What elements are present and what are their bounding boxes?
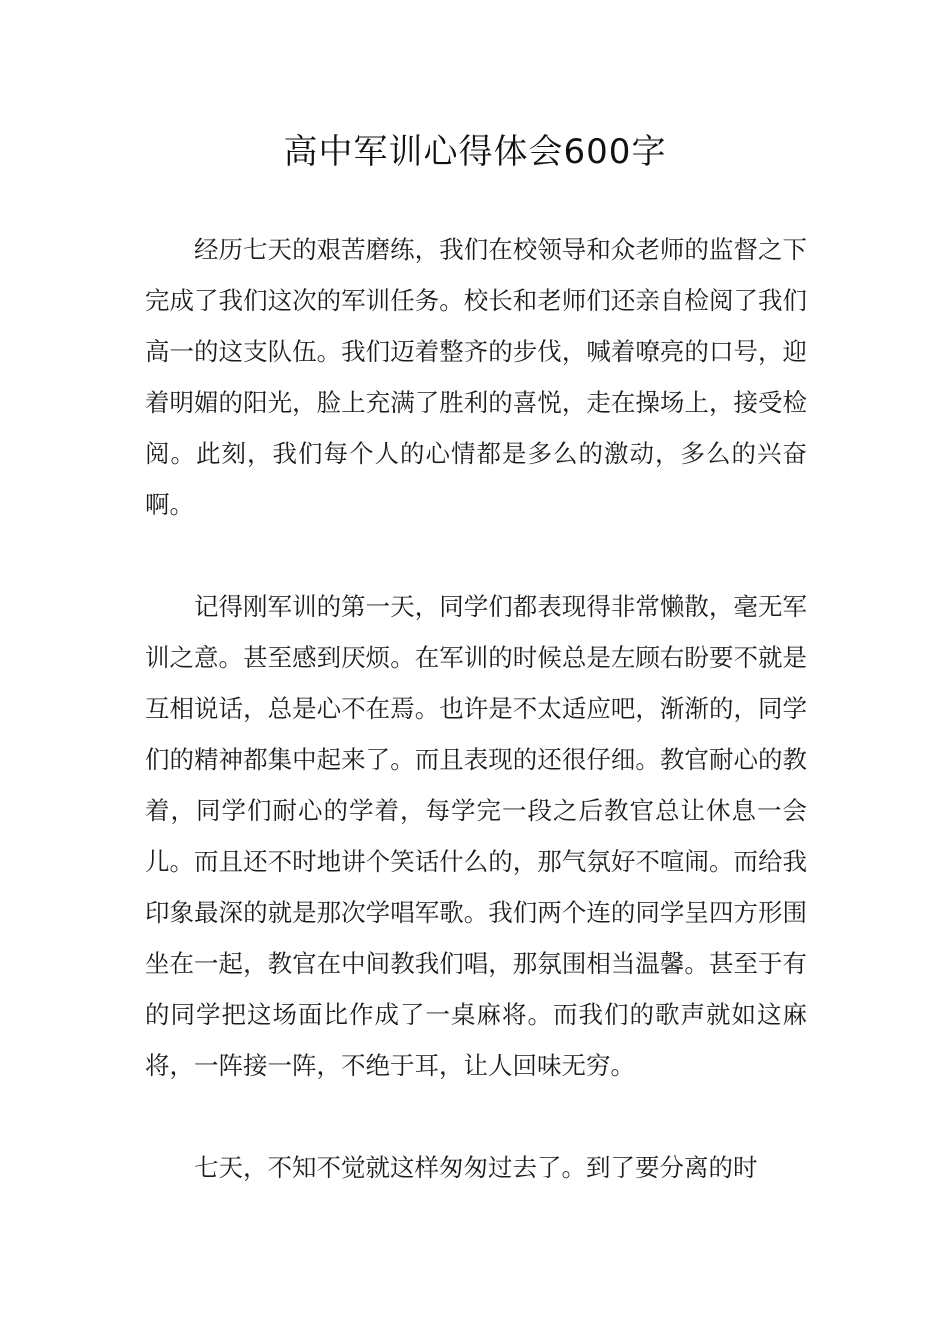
paragraph-2: 记得刚军训的第一天，同学们都表现得非常懒散，毫无军训之意。甚至感到厌烦。在军训的时候总是左顾右盼要不就是互相说话，总是心不在焉。也许是不太适应吧，渐渐的，同学们的精神都集中起来了。而且表现的还很仔细。教官耐心的教着，同学们耐心的学着，每学完一段之后教官总让休息一会儿。而且还不时地讲个笑话什么的，那气氛好不喧闹。而给我印象最深的就是那次学唱军歌。我们两个连的同学呈四方形围坐在一起，教官在中间教我们唱，那氛围相当温馨。甚至于有的同学把这场面比作成了一桌麻将。而我们的歌声就如这麻将，一阵接一阵，不绝于耳，让人回味无穷。 [145, 592, 807, 1080]
paragraph-1: 经历七天的艰苦磨练，我们在校领导和众老师的监督之下完成了我们这次的军训任务。校长和老师们还亲自检阅了我们高一的这支队伍。我们迈着整齐的步伐，喊着嘹亮的口号，迎着明媚的阳光，脸上充满了胜利的喜悦，走在操场上，接受检阅。此刻，我们每个人的心情都是多么的激动，多么的兴奋啊。 [145, 235, 807, 519]
document-title: 高中军训心得体会600字 [283, 132, 667, 172]
paragraph-3: 七天，不知不觉就这样匆匆过去了。到了要分离的时 [194, 1153, 758, 1182]
document-body [145, 224, 807, 1244]
